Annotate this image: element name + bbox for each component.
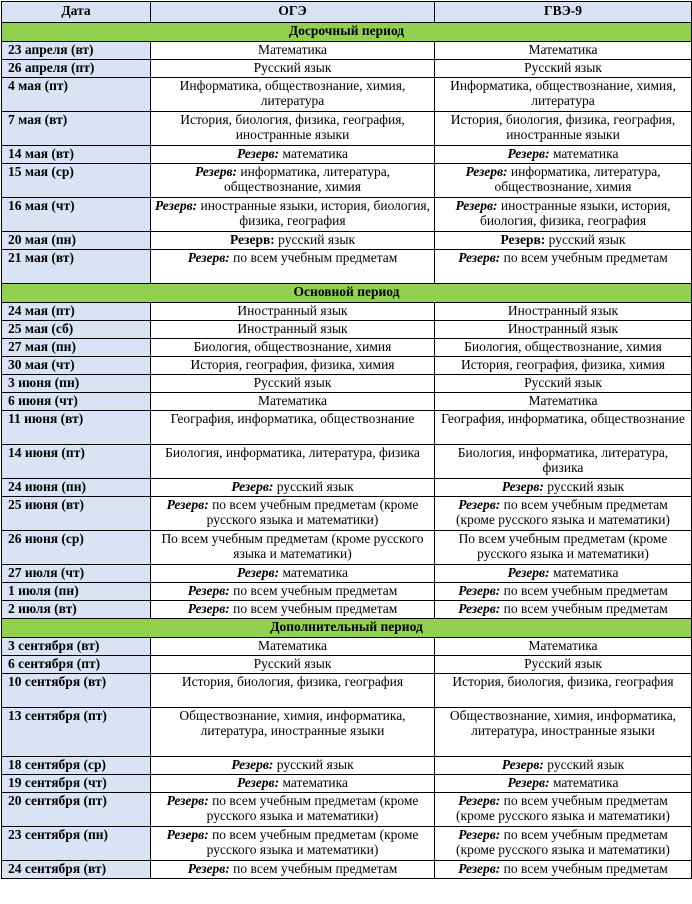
oge-cell [151, 601, 435, 619]
gve-cell [435, 793, 692, 827]
date-cell: 21 мая (вт) [2, 250, 151, 284]
oge-subjects: по всем учебным предметам (кроме русского языка и математики) [206, 497, 419, 527]
reserve-label: Резерв: [231, 757, 274, 772]
gve-cell [435, 60, 692, 78]
table-row [2, 232, 692, 250]
gve-subjects: Иностранный язык [507, 321, 619, 336]
oge-subjects: по всем учебным предметам [233, 583, 398, 598]
oge-cell [151, 321, 435, 339]
reserve-label: Резерв: [166, 793, 209, 808]
date-cell: 10 сентября (вт) [2, 674, 151, 708]
gve-cell [435, 827, 692, 861]
gve-subjects: Русский язык [524, 656, 602, 671]
gve-subjects: русский язык [548, 232, 626, 247]
table-row [2, 708, 692, 757]
oge-subjects: Математика [257, 638, 328, 653]
reserve-label: Резерв: [507, 565, 550, 580]
gve-subjects: Математика [528, 42, 598, 57]
table-row [2, 497, 692, 531]
date-cell: 26 июня (ср) [2, 531, 151, 565]
header-oge: ОГЭ [151, 2, 435, 23]
reserve-label: Резерв: [231, 479, 274, 494]
reserve-label: Резерв: [501, 757, 544, 772]
gve-cell [435, 164, 692, 198]
date-cell: 4 мая (пт) [2, 78, 151, 112]
reserve-label: Резерв: [458, 861, 501, 876]
oge-subjects: Биология, информатика, литература, физика [165, 445, 420, 460]
date-cell: 25 июня (вт) [2, 497, 151, 531]
date-cell: 13 сентября (пт) [2, 708, 151, 757]
date-cell: 6 сентября (пт) [2, 656, 151, 674]
gve-subjects: информатика, литература, обществознание, химия [494, 164, 661, 194]
gve-cell [435, 393, 692, 411]
table-row [2, 656, 692, 674]
oge-cell [151, 656, 435, 674]
table-row [2, 479, 692, 497]
oge-cell [151, 112, 435, 146]
gve-cell [435, 112, 692, 146]
table-row [2, 339, 692, 357]
date-cell: 1 июля (пн) [2, 583, 151, 601]
date-cell: 27 мая (пн) [2, 339, 151, 357]
gve-subjects: История, биология, физика, география, иностранные языки [450, 112, 676, 142]
oge-cell [151, 565, 435, 583]
table-row [2, 375, 692, 393]
oge-subjects: Русский язык [253, 656, 332, 671]
date-cell: 24 сентября (вт) [2, 861, 151, 879]
table-row [2, 601, 692, 619]
gve-cell [435, 321, 692, 339]
table-row [2, 757, 692, 775]
table-row [2, 674, 692, 708]
gve-subjects: Русский язык [524, 375, 602, 390]
section-title: Основной период [2, 284, 692, 303]
reserve-label: Резерв: [236, 775, 280, 790]
gve-subjects: Русский язык [524, 60, 602, 75]
oge-subjects: Математика [257, 393, 328, 408]
date-cell: 20 мая (пн) [2, 232, 151, 250]
table-row [2, 393, 692, 411]
gve-subjects: математика [552, 565, 619, 580]
table-row [2, 198, 692, 232]
gve-subjects: математика [552, 775, 619, 790]
section-header-row [2, 284, 692, 303]
reserve-label: Резерв: [187, 861, 230, 876]
oge-subjects: История, география, физика, химия [190, 357, 395, 372]
gve-cell [435, 78, 692, 112]
gve-cell [435, 375, 692, 393]
reserve-label: Резерв: [236, 146, 280, 161]
oge-cell [151, 861, 435, 879]
table-row [2, 445, 692, 479]
section-header-row [2, 619, 692, 638]
reserve-label: Резерв: [166, 497, 209, 512]
reserve-label: Резерв: [458, 601, 501, 616]
gve-subjects: Математика [528, 638, 598, 653]
gve-subjects: Информатика, обществознание, химия, литература [450, 78, 676, 108]
gve-cell [435, 565, 692, 583]
oge-cell [151, 357, 435, 375]
oge-cell [151, 164, 435, 198]
gve-cell [435, 708, 692, 757]
oge-cell [151, 339, 435, 357]
table-row [2, 357, 692, 375]
gve-subjects: по всем учебным предметам [503, 601, 668, 616]
oge-cell [151, 827, 435, 861]
oge-subjects: математика [282, 565, 349, 580]
oge-subjects: Информатика, обществознание, химия, литература [179, 78, 406, 108]
gve-cell [435, 198, 692, 232]
gve-subjects: русский язык [547, 757, 625, 772]
oge-cell [151, 42, 435, 60]
table-row [2, 638, 692, 656]
table-row [2, 583, 692, 601]
section-title: Дополнительный период [2, 619, 692, 638]
gve-subjects: математика [552, 146, 619, 161]
date-cell: 24 мая (пт) [2, 303, 151, 321]
reserve-label: Резерв: [458, 583, 501, 598]
date-cell: 23 сентября (пн) [2, 827, 151, 861]
reserve-label: Резерв: [187, 583, 230, 598]
oge-subjects: русский язык [276, 757, 354, 772]
date-cell: 26 апреля (пт) [2, 60, 151, 78]
oge-cell [151, 60, 435, 78]
date-cell: 2 июля (вт) [2, 601, 151, 619]
gve-subjects: по всем учебным предметам (кроме русского языка и математики) [456, 793, 670, 823]
table-row [2, 146, 692, 164]
reserve-label: Резерв: [507, 775, 550, 790]
gve-subjects: по всем учебным предметам [503, 250, 668, 265]
table-row [2, 60, 692, 78]
gve-cell [435, 656, 692, 674]
date-cell: 7 мая (вт) [2, 112, 151, 146]
table-row [2, 411, 692, 445]
header-gve: ГВЭ-9 [435, 2, 692, 23]
oge-cell [151, 497, 435, 531]
oge-subjects: История, биология, физика, география, иностранные языки [180, 112, 405, 142]
gve-cell [435, 411, 692, 445]
oge-cell [151, 232, 435, 250]
gve-subjects: По всем учебным предметам (кроме русского языка и математики) [458, 531, 668, 561]
oge-subjects: по всем учебным предметам (кроме русского языка и математики) [206, 827, 419, 857]
gve-cell [435, 357, 692, 375]
reserve-label: Резерв: [455, 198, 498, 213]
gve-cell [435, 583, 692, 601]
table-row [2, 78, 692, 112]
reserve-label: Резерв: [458, 793, 501, 808]
oge-subjects: русский язык [276, 479, 354, 494]
gve-cell [435, 146, 692, 164]
oge-subjects: по всем учебным предметам [233, 250, 398, 265]
gve-cell [435, 497, 692, 531]
gve-cell [435, 445, 692, 479]
reserve-label: Резерв: [236, 565, 280, 580]
gve-cell [435, 339, 692, 357]
reserve-label: Резерв: [229, 232, 275, 247]
oge-subjects: Иностранный язык [237, 303, 348, 318]
oge-cell [151, 479, 435, 497]
table-row [2, 42, 692, 60]
date-cell: 14 июня (пт) [2, 445, 151, 479]
gve-subjects: Биология, информатика, литература, физика [457, 445, 669, 475]
oge-subjects: информатика, литература, обществознание, химия [224, 164, 391, 194]
oge-subjects: Биология, обществознание, химия [193, 339, 392, 354]
oge-subjects: Русский язык [253, 60, 332, 75]
oge-subjects: География, информатика, обществознание [170, 411, 415, 426]
table-row [2, 112, 692, 146]
oge-cell [151, 393, 435, 411]
table-row [2, 775, 692, 793]
oge-subjects: Математика [257, 42, 328, 57]
reserve-label: Резерв: [458, 827, 501, 842]
gve-subjects: по всем учебным предметам [503, 861, 668, 876]
oge-subjects: Русский язык [253, 375, 332, 390]
gve-cell [435, 42, 692, 60]
reserve-label: Резерв: [194, 164, 238, 179]
reserve-label: Резерв: [500, 232, 546, 247]
date-cell: 20 сентября (пт) [2, 793, 151, 827]
date-cell: 3 июня (пн) [2, 375, 151, 393]
date-cell: 19 сентября (чт) [2, 775, 151, 793]
gve-subjects: Математика [528, 393, 598, 408]
schedule-body [2, 23, 692, 879]
table-row [2, 321, 692, 339]
reserve-label: Резерв: [166, 827, 209, 842]
gve-subjects: География, информатика, обществознание [441, 411, 685, 426]
reserve-label: Резерв: [465, 164, 508, 179]
oge-cell [151, 583, 435, 601]
oge-cell [151, 411, 435, 445]
oge-cell [151, 303, 435, 321]
header-row [2, 2, 692, 23]
oge-cell [151, 638, 435, 656]
gve-subjects: по всем учебным предметам (кроме русского языка и математики) [456, 827, 670, 857]
oge-cell [151, 250, 435, 284]
oge-subjects: математика [282, 146, 349, 161]
oge-cell [151, 757, 435, 775]
gve-subjects: иностранные языки, история, биология, физика, география [479, 198, 671, 228]
gve-cell [435, 775, 692, 793]
oge-subjects: По всем учебным предметам (кроме русского языка и математики) [161, 531, 424, 561]
oge-subjects: по всем учебным предметам [233, 861, 398, 876]
date-cell: 25 мая (сб) [2, 321, 151, 339]
oge-cell [151, 531, 435, 565]
oge-cell [151, 775, 435, 793]
table-row [2, 565, 692, 583]
gve-cell [435, 638, 692, 656]
gve-cell [435, 531, 692, 565]
oge-subjects: по всем учебным предметам (кроме русского языка и математики) [206, 793, 419, 823]
reserve-label: Резерв: [507, 146, 550, 161]
table-row [2, 827, 692, 861]
date-cell: 27 июля (чт) [2, 565, 151, 583]
oge-cell [151, 146, 435, 164]
oge-subjects: по всем учебным предметам [233, 601, 398, 616]
oge-subjects: математика [282, 775, 349, 790]
exam-schedule-table [1, 1, 692, 879]
date-cell: 11 июня (вт) [2, 411, 151, 445]
date-cell: 6 июня (чт) [2, 393, 151, 411]
oge-subjects: История, биология, физика, география [181, 674, 404, 689]
reserve-label: Резерв: [458, 497, 501, 512]
gve-cell [435, 479, 692, 497]
gve-subjects: Иностранный язык [507, 303, 619, 318]
table-row [2, 531, 692, 565]
gve-cell [435, 250, 692, 284]
table-row [2, 164, 692, 198]
oge-cell [151, 708, 435, 757]
oge-subjects: Обществознание, химия, информатика, литература, иностранные языки [179, 708, 406, 738]
gve-subjects: История, биология, физика, география [452, 674, 674, 689]
gve-subjects: Обществознание, химия, информатика, литература, иностранные языки [449, 708, 677, 738]
oge-cell [151, 375, 435, 393]
gve-cell [435, 674, 692, 708]
date-cell: 14 мая (вт) [2, 146, 151, 164]
oge-subjects: иностранные языки, история, биология, физика, география [200, 198, 430, 228]
oge-cell [151, 793, 435, 827]
date-cell: 16 мая (чт) [2, 198, 151, 232]
table-row [2, 793, 692, 827]
oge-cell [151, 445, 435, 479]
oge-cell [151, 198, 435, 232]
gve-subjects: русский язык [547, 479, 625, 494]
date-cell: 23 апреля (вт) [2, 42, 151, 60]
table-row [2, 250, 692, 284]
date-cell: 24 июня (пн) [2, 479, 151, 497]
date-cell: 30 мая (чт) [2, 357, 151, 375]
reserve-label: Резерв: [187, 601, 230, 616]
oge-cell [151, 78, 435, 112]
header-date: Дата [2, 2, 151, 23]
oge-subjects: русский язык [278, 232, 356, 247]
table-row [2, 861, 692, 879]
reserve-label: Резерв: [155, 198, 198, 213]
gve-cell [435, 601, 692, 619]
reserve-label: Резерв: [187, 250, 230, 265]
oge-cell [151, 674, 435, 708]
oge-subjects: Иностранный язык [237, 321, 348, 336]
gve-cell [435, 757, 692, 775]
date-cell: 18 сентября (ср) [2, 757, 151, 775]
gve-cell [435, 303, 692, 321]
section-title: Досрочный период [2, 23, 692, 42]
date-cell: 3 сентября (вт) [2, 638, 151, 656]
gve-cell [435, 861, 692, 879]
gve-cell [435, 232, 692, 250]
gve-subjects: История, география, физика, химия [460, 357, 666, 372]
table-row [2, 303, 692, 321]
gve-subjects: по всем учебным предметам (кроме русского языка и математики) [456, 497, 670, 527]
gve-subjects: по всем учебным предметам [503, 583, 668, 598]
section-header-row [2, 23, 692, 42]
reserve-label: Резерв: [501, 479, 544, 494]
reserve-label: Резерв: [458, 250, 501, 265]
date-cell: 15 мая (ср) [2, 164, 151, 198]
gve-subjects: Биология, обществознание, химия [464, 339, 662, 354]
